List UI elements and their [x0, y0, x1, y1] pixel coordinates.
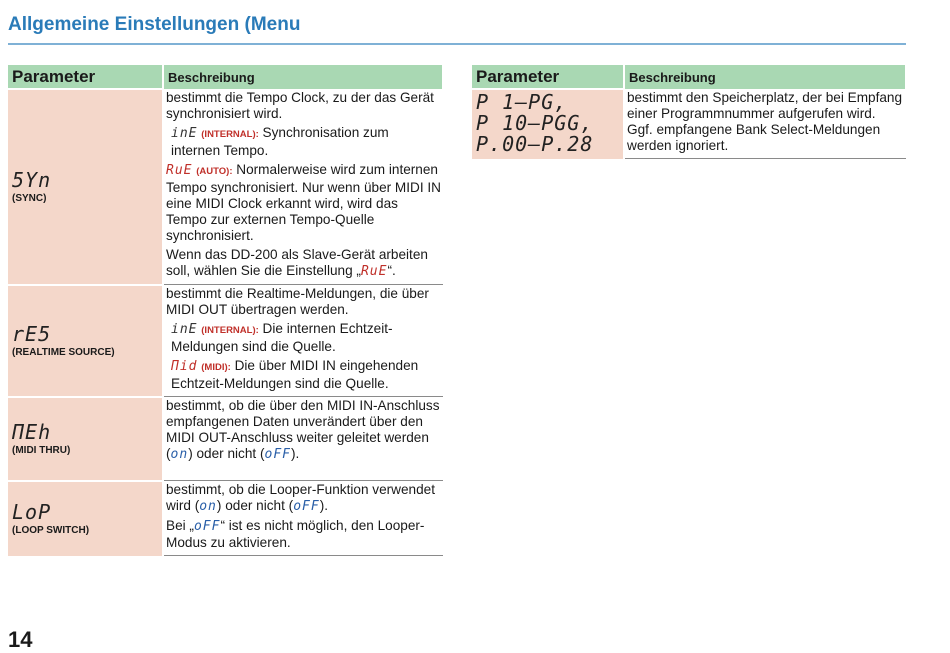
param-label-sync: (SYNC) [12, 192, 47, 204]
note-text: “. [387, 263, 396, 278]
option-label: (AUTO): [196, 166, 233, 177]
seg-int: inE [171, 126, 198, 141]
desc-mth [166, 398, 441, 463]
option-text: Die über MIDI IN eingehenden Echtzeit-Meldungen sind die Quelle. [171, 358, 419, 391]
option-label: (INTERNAL): [201, 129, 259, 140]
param-cell-midi-thru [8, 397, 163, 481]
param-label-rts: (REALTIME SOURCE) [12, 346, 115, 358]
desc-cell-program [624, 89, 906, 159]
segment-display-pg-1: P 1–PG, [476, 90, 568, 114]
desc-text: bestimmt, ob die über den MIDI IN-Anschluss empfangenen Daten unverändert über den MIDI OUT-Anschluss weiter geleitet werden ( [166, 398, 440, 461]
note-sync [166, 247, 441, 280]
option-midi-rts [171, 358, 441, 392]
table-row-sync [8, 89, 443, 285]
description-header: Beschreibung [624, 65, 906, 89]
param-label-mth: (MIDI THRU) [12, 444, 71, 456]
seg-on: on [199, 499, 217, 514]
table-header-row [472, 65, 906, 89]
desc-sync: bestimmt die Tempo Clock, zu der das Gerät synchronisiert wird. [166, 90, 434, 121]
seg-aut: RuE [166, 163, 193, 178]
table-row-program [472, 89, 906, 159]
segment-display-sync: 5Yn [12, 167, 52, 192]
desc-text: bestimmt, ob die Looper-Funktion verwendet wird ( [166, 482, 435, 513]
parameter-table-left [8, 65, 444, 556]
desc-text: ). [319, 498, 328, 513]
desc-cell-realtime-source [163, 285, 443, 397]
param-cell-program [472, 89, 624, 159]
segment-display-rts: rE5 [12, 321, 52, 346]
seg-aut: RuE [360, 264, 388, 279]
desc-cell-loop-switch [163, 481, 443, 556]
param-label-lop: (LOOP SWITCH) [12, 524, 90, 536]
table-row-loop-switch [8, 481, 443, 556]
desc-text: ). [290, 446, 300, 461]
note-text: Bei „ [166, 518, 194, 533]
note-lop [166, 518, 441, 551]
desc-text: ) oder nicht ( [188, 446, 265, 461]
page-number: 14 [8, 627, 33, 652]
option-label: (MIDI): [201, 362, 231, 373]
note-text: Wenn das DD-200 als Slave-Gerät arbeiten soll, wählen Sie die Einstellung „ [166, 247, 428, 278]
segment-display-mth: ΠEh [12, 419, 52, 444]
option-internal-sync [171, 125, 441, 159]
parameter-table-right [472, 65, 907, 159]
option-auto-sync [166, 162, 441, 244]
option-text: Die internen Echtzeit-Meldungen sind die Quelle. [171, 321, 393, 354]
option-label: (INTERNAL): [201, 325, 259, 336]
desc-cell-midi-thru [163, 397, 443, 481]
param-cell-loop-switch [8, 481, 163, 556]
parameter-header: Parameter [472, 65, 624, 89]
desc-rts: bestimmt die Realtime-Meldungen, die über MIDI OUT übertragen werden. [166, 286, 429, 317]
section-title: Allgemeine Einstellungen (Menu [8, 14, 301, 35]
desc-lop [166, 482, 441, 515]
desc-text: ) oder nicht ( [216, 498, 294, 513]
seg-mid: Πid [171, 359, 198, 374]
seg-on: on [170, 447, 189, 462]
title-underline [8, 43, 906, 45]
option-text: Synchronisation zum internen Tempo. [171, 125, 389, 158]
note-text: “ ist es nicht möglich, den Looper-Modus zu aktivieren. [166, 518, 425, 550]
seg-off: oFF [293, 499, 320, 514]
description-header: Beschreibung [163, 65, 443, 89]
segment-display-pg-2: P 10–PGG, [476, 111, 594, 135]
table-row-midi-thru [8, 397, 443, 481]
seg-int: inE [171, 322, 198, 337]
param-cell-realtime-source [8, 285, 163, 397]
desc-program: bestimmt den Speicherplatz, der bei Empfang einer Programmnummer aufgerufen wird. Ggf. empfangene Bank Select-Meldungen werden ignoriert. [627, 90, 903, 153]
table-row-realtime-source [8, 285, 443, 397]
seg-off: oFF [264, 447, 291, 462]
seg-off: oFF [193, 519, 221, 534]
parameter-header: Parameter [8, 65, 163, 89]
option-text: Normalerweise wird zum internen Tempo synchronisiert. Nur wenn über MIDI IN eine MIDI Clock erkannt wird, wird das Tempo zur externen Tempo-Quelle synchronisiert. [166, 162, 441, 243]
segment-display-lop: LoP [12, 499, 52, 524]
desc-cell-sync [163, 89, 443, 285]
segment-display-pg-3: P.00–P.28 [476, 132, 594, 156]
table-header-row [8, 65, 443, 89]
param-cell-sync [8, 89, 163, 285]
option-internal-rts [171, 321, 441, 355]
